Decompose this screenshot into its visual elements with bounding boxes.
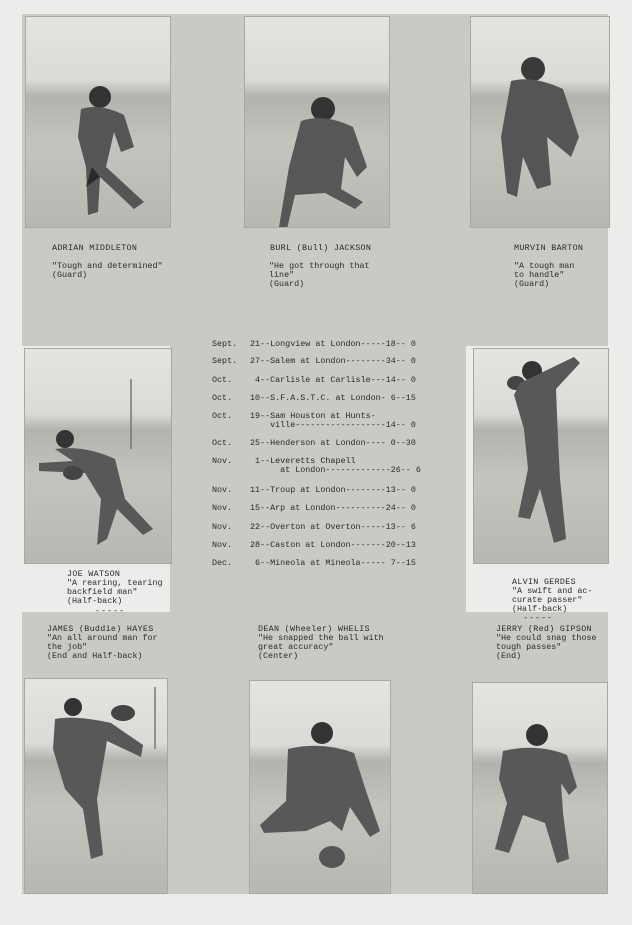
divider-dashes: ----- bbox=[523, 613, 554, 623]
photo-burl-jackson bbox=[244, 16, 390, 228]
schedule-game: 19--Sam Houston at Hunts- bbox=[250, 411, 376, 421]
schedule-game: 27--Salem at London--------34-- 0 bbox=[250, 356, 416, 366]
player-figure bbox=[25, 679, 167, 893]
schedule-game: 10--S.F.A.S.T.C. at London- 6--15 bbox=[250, 393, 416, 403]
quote-murvin-barton-line1: "A tough man bbox=[514, 261, 575, 271]
quote-jerry-gipson-line1: "He could snag those bbox=[496, 633, 597, 643]
schedule-month: Oct. bbox=[212, 438, 233, 448]
position-burl-jackson: (Guard) bbox=[269, 279, 305, 289]
position-adrian-middleton: (Guard) bbox=[52, 270, 88, 280]
quote-adrian-middleton: "Tough and determined" bbox=[52, 261, 163, 271]
quote-alvin-gerdes-line1: "A swift and ac- bbox=[512, 586, 593, 596]
player-figure bbox=[26, 17, 170, 227]
name-alvin-gerdes: ALVIN GERDES bbox=[512, 577, 576, 587]
quote-dean-whelis-line2: great accuracy" bbox=[258, 642, 334, 652]
photo-james-hayes bbox=[24, 678, 168, 894]
photo-murvin-barton bbox=[470, 16, 610, 228]
schedule-month: Nov. bbox=[212, 485, 233, 495]
name-joe-watson: JOE WATSON bbox=[67, 569, 121, 579]
schedule-game: at London-------------26-- 6 bbox=[250, 465, 421, 475]
quote-james-hayes-line2: the job" bbox=[47, 642, 88, 652]
schedule-game: 15--Arp at London----------24-- 0 bbox=[250, 503, 416, 513]
name-james-hayes: JAMES (Buddie) HAYES bbox=[47, 624, 154, 634]
player-figure bbox=[471, 17, 609, 227]
quote-joe-watson-line1: "A rearing, tearing bbox=[67, 578, 163, 588]
divider-dashes: ----- bbox=[95, 606, 126, 616]
schedule-month: Oct. bbox=[212, 375, 233, 385]
photo-joe-watson bbox=[24, 348, 172, 564]
schedule-month: Dec. bbox=[212, 558, 233, 568]
name-dean-whelis: DEAN (Wheeler) WHELIS bbox=[258, 624, 370, 634]
player-figure bbox=[25, 349, 171, 563]
schedule-month: Nov. bbox=[212, 522, 233, 532]
photo-dean-whelis bbox=[249, 680, 391, 894]
quote-jerry-gipson-line2: tough passes" bbox=[496, 642, 562, 652]
name-adrian-middleton: ADRIAN MIDDLETON bbox=[52, 243, 138, 253]
quote-murvin-barton-line2: to handle" bbox=[514, 270, 565, 280]
player-figure bbox=[474, 349, 608, 563]
schedule-game: 28--Caston at London-------20--13 bbox=[250, 540, 416, 550]
schedule-month: Nov. bbox=[212, 503, 233, 513]
quote-joe-watson-line2: backfield man" bbox=[67, 587, 138, 597]
schedule-game: 11--Troup at London--------13-- 0 bbox=[250, 485, 416, 495]
name-burl-jackson: BURL (Bull) JACKSON bbox=[270, 243, 372, 253]
quote-alvin-gerdes-line2: curate passer" bbox=[512, 595, 583, 605]
schedule-month: Oct. bbox=[212, 393, 233, 403]
position-murvin-barton: (Guard) bbox=[514, 279, 550, 289]
schedule-month: Nov. bbox=[212, 540, 233, 550]
quote-james-hayes-line1: "An all around man for bbox=[47, 633, 158, 643]
position-alvin-gerdes: (Half-back) bbox=[512, 604, 568, 614]
quote-dean-whelis-line1: "He snapped the ball with bbox=[258, 633, 384, 643]
schedule-month: Nov. bbox=[212, 456, 233, 466]
position-jerry-gipson: (End) bbox=[496, 651, 522, 661]
player-figure bbox=[245, 17, 389, 227]
quote-burl-jackson-line1: "He got through that bbox=[269, 261, 370, 271]
schedule-month: Sept. bbox=[212, 356, 238, 366]
name-jerry-gipson: JERRY (Red) GIPSON bbox=[496, 624, 592, 634]
position-dean-whelis: (Center) bbox=[258, 651, 299, 661]
schedule-game: 21--Longview at London-----18-- 0 bbox=[250, 339, 416, 349]
player-figure bbox=[250, 681, 390, 893]
name-murvin-barton: MURVIN BARTON bbox=[514, 243, 584, 253]
schedule-month: Sept. bbox=[212, 339, 238, 349]
schedule-game: ville------------------14-- 0 bbox=[250, 420, 416, 430]
schedule-game: 25--Henderson at London---- 0--30 bbox=[250, 438, 416, 448]
schedule-month: Oct. bbox=[212, 411, 233, 421]
quote-burl-jackson-line2: line" bbox=[269, 270, 295, 280]
position-james-hayes: (End and Half-back) bbox=[47, 651, 143, 661]
schedule-game: 6--Mineola at Mineola----- 7--15 bbox=[250, 558, 416, 568]
schedule-game: 4--Carlisle at Carlisle---14-- 0 bbox=[250, 375, 416, 385]
photo-adrian-middleton bbox=[25, 16, 171, 228]
position-joe-watson: (Half-back) bbox=[67, 596, 123, 606]
schedule-game: 22--Overton at Overton-----13-- 6 bbox=[250, 522, 416, 532]
player-figure bbox=[473, 683, 607, 893]
photo-alvin-gerdes bbox=[473, 348, 609, 564]
schedule-game: 1--Leveretts Chapell bbox=[250, 456, 356, 466]
photo-jerry-gipson bbox=[472, 682, 608, 894]
